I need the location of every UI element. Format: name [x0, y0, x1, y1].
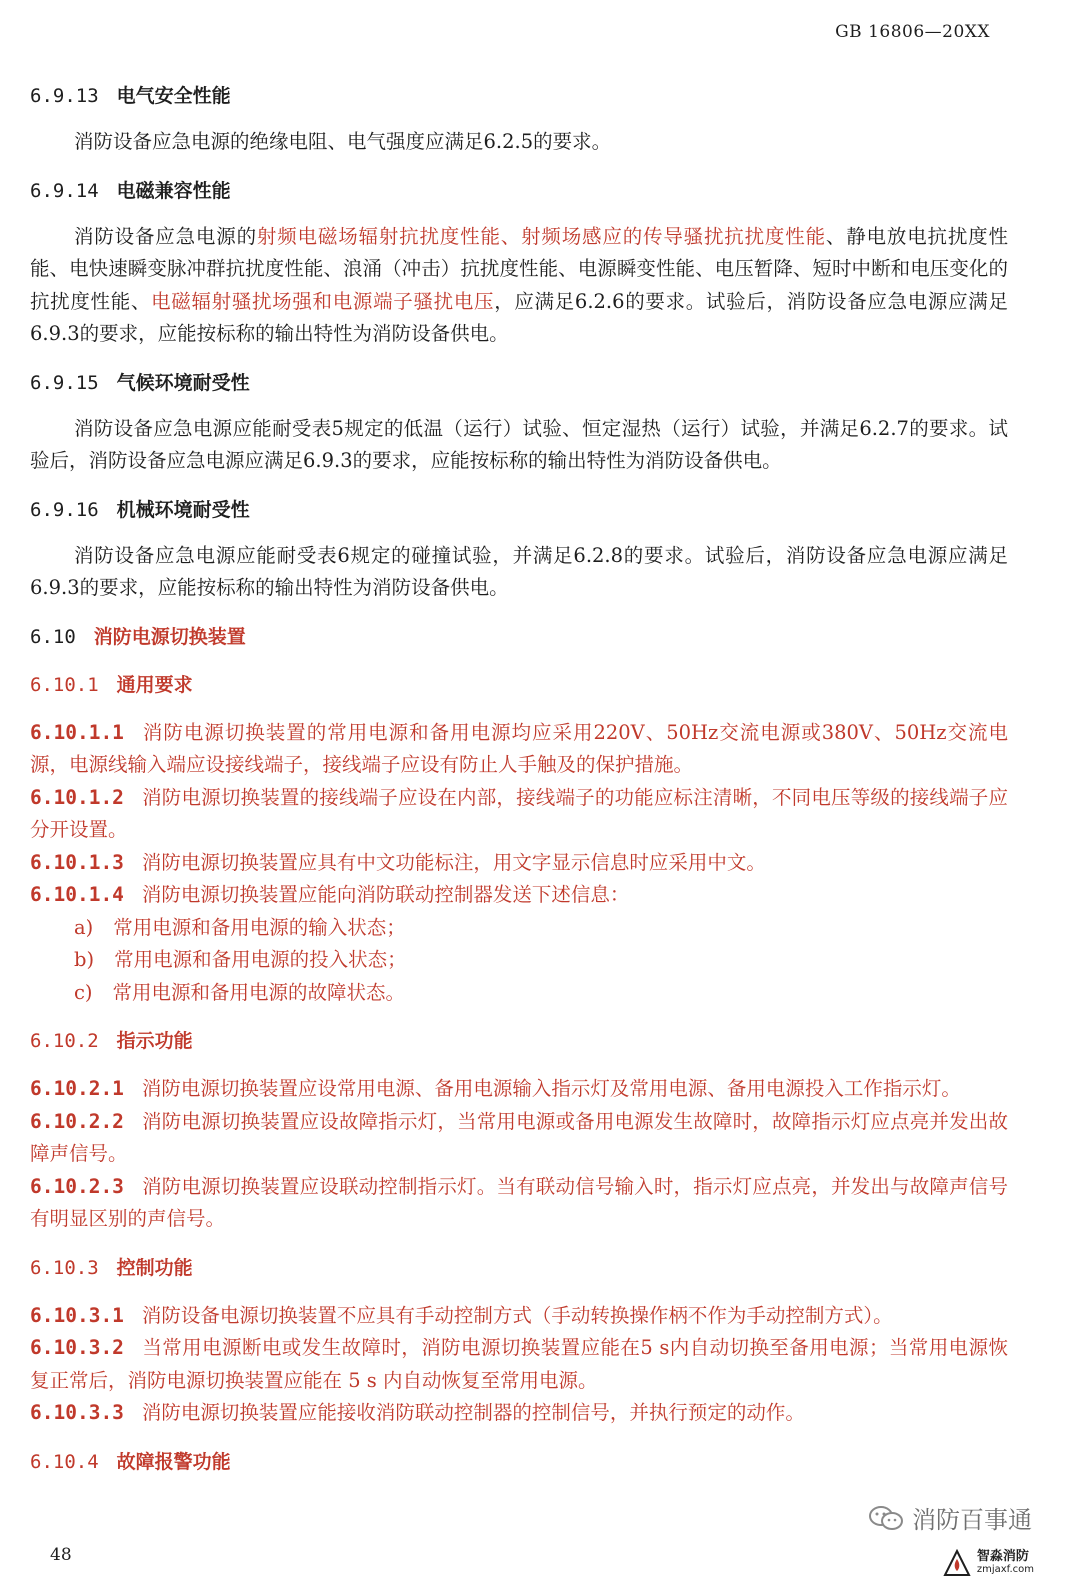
clause — [30, 1332, 1008, 1397]
highlighted-text: 射频电磁场辐射抗扰度性能、射频场感应的传导骚扰抗扰度性能 — [256, 224, 826, 248]
paragraph — [30, 413, 1008, 478]
paragraph-text: 消防设备应急电源应能耐受表5规定的低温（运行）试验、恒定湿热（运行）试验，并满足6.2.7的要求。试验后，消防设备应急电源应满足6.9.3的要求，应能按标称的输出特性为消防设备供电。 — [30, 416, 1008, 472]
section-heading — [30, 669, 1008, 701]
section-title: 指示功能 — [116, 1030, 193, 1052]
section-number: 6.10.3 — [30, 1256, 99, 1279]
paragraph — [30, 221, 1008, 351]
clause-number: 6.10.3.3 — [30, 1401, 124, 1424]
paragraph — [30, 126, 1008, 159]
list-item — [30, 944, 1008, 977]
clause-number: 6.10.1.1 — [30, 720, 124, 744]
clause — [30, 1300, 1008, 1333]
section-title: 控制功能 — [116, 1256, 193, 1279]
section-heading — [30, 175, 1008, 207]
clause — [30, 782, 1008, 847]
section-heading — [30, 367, 1008, 399]
section-heading — [30, 494, 1008, 526]
list-text: 常用电源和备用电源的投入状态； — [114, 948, 407, 971]
document-body — [30, 64, 1008, 1478]
section-title: 通用要求 — [116, 673, 193, 696]
clause-text: 消防电源切换装置应具有中文功能标注，用文字显示信息时应采用中文。 — [141, 850, 766, 874]
section-heading — [30, 1025, 1008, 1057]
clause-text: 消防电源切换装置的常用电源和备用电源均应采用220V、50Hz交流电源或380V、50Hz交流电源，电源线输入端应设接线端子，接线端子应设有防止人手触及的保护措施。 — [30, 720, 1008, 776]
section-title: 气候环境耐受性 — [116, 371, 250, 394]
list-marker: c) — [74, 980, 93, 1004]
section-number: 6.9.14 — [30, 179, 99, 202]
clause-number: 6.10.1.3 — [30, 850, 124, 874]
section-number: 6.9.16 — [30, 498, 99, 521]
paragraph-text: ，应满足6.2.6的要求。试验后，消防设备应急电源应满足6.9.3的要求，应能按标称的输出特性为消防设备供电。 — [30, 289, 1008, 345]
section-heading — [30, 621, 1008, 653]
section-number: 6.10 — [30, 625, 76, 648]
clause — [30, 879, 1008, 912]
section-title: 故障报警功能 — [116, 1450, 231, 1473]
clause — [30, 1073, 1008, 1106]
flame-logo-icon — [943, 1549, 971, 1577]
clause-text: 当常用电源断电或发生故障时，消防电源切换装置应能在5 s内自动切换至备用电源；当常用电源恢复正常后，消防电源切换装置应能在 5 s 内自动恢复至常用电源。 — [30, 1336, 1008, 1392]
clause — [30, 1106, 1008, 1171]
highlighted-text: 电磁辐射骚扰场强和电源端子骚扰电压 — [151, 289, 495, 313]
list-marker: b) — [74, 948, 95, 971]
clause-text: 消防电源切换装置应设联动控制指示灯。当有联动信号输入时，指示灯应点亮，并发出与故障声信号有明显区别的声信号。 — [30, 1174, 1008, 1230]
section-title: 电磁兼容性能 — [116, 179, 231, 202]
watermark — [868, 1500, 1032, 1535]
standard-number: GB 16806—20XX — [835, 22, 990, 42]
clause-number: 6.10.2.2 — [30, 1109, 124, 1133]
clause-number: 6.10.3.2 — [30, 1336, 124, 1359]
section-heading — [30, 1446, 1008, 1478]
clause-text: 消防设备电源切换装置不应具有手动控制方式（手动转换操作柄不作为手动控制方式）。 — [141, 1303, 893, 1327]
list-marker: a) — [74, 915, 94, 939]
site-logo — [943, 1549, 1034, 1577]
section-title: 电气安全性能 — [116, 85, 231, 107]
clause-number: 6.10.1.4 — [30, 883, 124, 906]
section-title: 机械环境耐受性 — [116, 498, 250, 521]
wechat-icon — [868, 1505, 904, 1531]
paragraph-text: 消防设备应急电源应能耐受表6规定的碰撞试验，并满足6.2.8的要求。试验后，消防设备应急电源应满足6.9.3的要求，应能按标称的输出特性为消防设备供电。 — [30, 543, 1008, 599]
clause-number: 6.10.2.1 — [30, 1077, 124, 1100]
clause-text: 消防电源切换装置应设常用电源、备用电源输入指示灯及常用电源、备用电源投入工作指示灯。 — [141, 1077, 961, 1100]
section-title: 消防电源切换装置 — [93, 625, 246, 648]
clause-text: 消防电源切换装置应设故障指示灯，当常用电源或备用电源发生故障时，故障指示灯应点亮并发出故障声信号。 — [30, 1109, 1008, 1165]
watermark-text: 消防百事通 — [912, 1506, 1032, 1534]
list-text: 常用电源和备用电源的故障状态。 — [112, 980, 406, 1004]
list-text: 常用电源和备用电源的输入状态； — [113, 915, 406, 939]
section-number: 6.10.2 — [30, 1030, 99, 1052]
clause — [30, 717, 1008, 782]
section-heading — [30, 1252, 1008, 1284]
section-number: 6.9.15 — [30, 371, 99, 394]
paragraph-text: 、静电放电抗扰度性能、电快速瞬变脉冲群抗扰度性能、浪涌（冲击）抗扰度性能、电源瞬变性能、电压暂降、短时中断和电压变化的抗扰度性能、 — [30, 224, 1008, 313]
paragraph — [30, 540, 1008, 605]
clause-text: 消防电源切换装置应能接收消防联动控制器的控制信号，并执行预定的动作。 — [141, 1401, 805, 1424]
list-item — [30, 912, 1008, 945]
clause — [30, 1171, 1008, 1236]
clause-number: 6.10.2.3 — [30, 1174, 124, 1198]
clause-number: 6.10.1.2 — [30, 785, 124, 809]
clause-number: 6.10.3.1 — [30, 1303, 124, 1327]
paragraph-text: 消防设备应急电源的 — [74, 224, 257, 248]
clause — [30, 1397, 1008, 1430]
section-number: 6.9.13 — [30, 85, 99, 107]
section-number: 6.10.1 — [30, 673, 99, 696]
section-heading — [30, 80, 1008, 112]
paragraph-text: 消防设备应急电源的绝缘电阻、电气强度应满足6.2.5的要求。 — [74, 130, 612, 153]
clause-text: 消防电源切换装置的接线端子应设在内部，接线端子的功能应标注清晰，不同电压等级的接线端子应分开设置。 — [30, 785, 1008, 841]
clause-text: 消防电源切换装置应能向消防联动控制器发送下述信息： — [141, 883, 630, 906]
section-number: 6.10.4 — [30, 1450, 99, 1473]
page-number: 48 — [50, 1545, 72, 1565]
logo-cn: 智淼消防 — [976, 1549, 1029, 1564]
logo-en: zmjaxf.com — [976, 1564, 1034, 1575]
clause — [30, 847, 1008, 880]
list-item — [30, 977, 1008, 1010]
